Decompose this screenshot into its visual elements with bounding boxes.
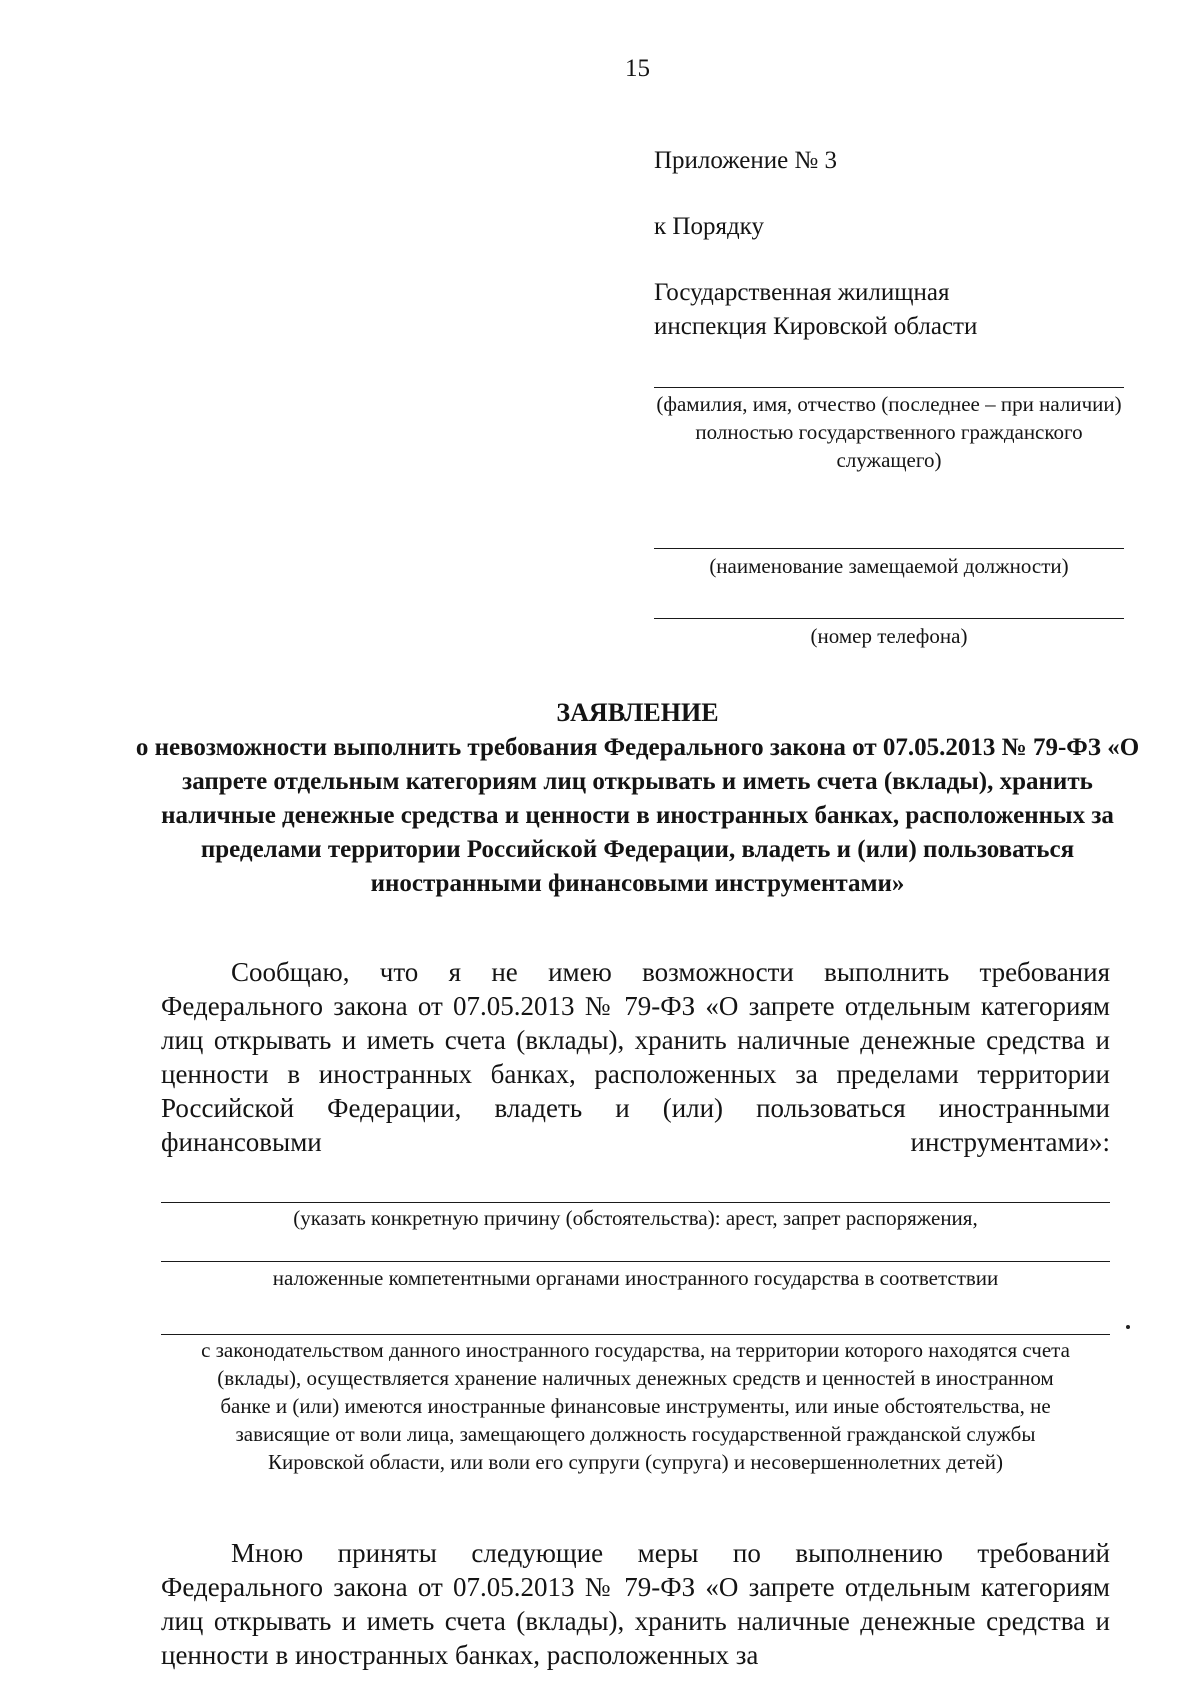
reason-field-line-1[interactable] (161, 1202, 1110, 1203)
reason-caption-2: наложенные компетентными органами иностранного государства в соответствии (272, 1266, 999, 1290)
recipient-organization: Государственная жилищная инспекция Кировской области (654, 279, 978, 340)
page-number: 15 (625, 55, 650, 82)
document-title: ЗАЯВЛЕНИЕ (556, 698, 719, 727)
measures-paragraph: Мною приняты следующие меры по выполнению требований Федерального закона от 07.05.2013 № 79-ФЗ «О запрете отдельным категориям лиц открывать и иметь счета (вклады), хранить наличные денежные средства и ценности в иностранных банках, расположенных за (161, 1538, 1110, 1670)
reason-field-line-2[interactable] (161, 1261, 1110, 1262)
fio-field-line[interactable] (654, 387, 1124, 388)
reason-caption-3: с законодательством данного иностранного государства, на территории которого находятся счета (вклады), осуществляется хранение наличных денежных средств и ценностей в иностранном банке и (или) имеются иностранные финансовые инструменты, или иные обстоятельства, не зависящие от воли лица, замещающего должность государственной гражданской службы Кировской области, или воли его супруги (супруга) и несовершеннолетних детей) (201, 1338, 1070, 1474)
fio-caption: (фамилия, имя, отчество (последнее – при наличии) полностью государственного гражданского служащего) (656, 392, 1122, 472)
to-order-label: к Порядку (654, 213, 764, 240)
reason-field-line-3[interactable] (161, 1334, 1110, 1335)
appendix-label: Приложение № 3 (654, 147, 838, 174)
position-caption: (наименование замещаемой должности) (709, 554, 1069, 578)
phone-field-line[interactable] (654, 618, 1124, 619)
stray-dot (1126, 1325, 1130, 1329)
reason-caption-1: (указать конкретную причину (обстоятельства): арест, запрет распоряжения, (293, 1206, 978, 1230)
phone-caption: (номер телефона) (810, 624, 968, 648)
document-subtitle: о невозможности выполнить требования Федерального закона от 07.05.2013 № 79-ФЗ «О запрете отдельным категориям лиц открывать и иметь счета (вклады), хранить наличные денежные средства и ценности в иностранных банках, расположенных за пределами территории Российской Федерации, владеть и (или) пользоваться иностранными финансовыми инструментами» (135, 734, 1140, 897)
statement-paragraph: Сообщаю, что я не имею возможности выполнить требования Федерального закона от 07.05.2013 № 79-ФЗ «О запрете отдельным категориям лиц открывать и иметь счета (вклады), хранить наличные денежные средства и ценности в иностранных банках, расположенных за пределами территории Российской Федерации, владеть и (или) пользоваться иностранными финансовыми инструментами»: (161, 957, 1110, 1157)
position-field-line[interactable] (654, 548, 1124, 549)
